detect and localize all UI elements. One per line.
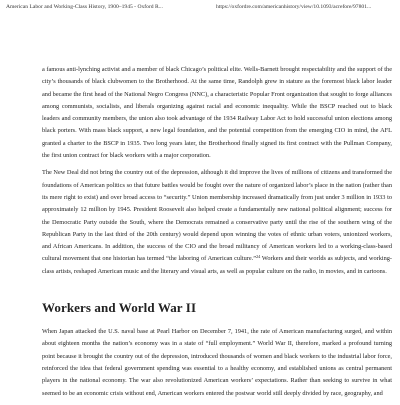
article-paragraph: a famous anti-lynching activist and a member of black Chicago’s political elite. Wells-Barnett brought respectability and the support of the city’s thousands of black clubwomen to the Brotherhood. At the same time, Randolph grew in stature as the foremost black labor leader and became the first head of the National Negro Congress (NNC), a characteristic Popular Front organization that sought to forge alliances among communists, socialists, and liberals organizing against racial and economic inequality. While the BSCP reached out to black leaders and community members, the union also took advantage of the 1934 Railway Labor Act to hold successful union elections among black porters. With mass black support, a new legal foundation, and the potential competition from the emerging CIO in mind, the AFL granted a charter to the BSCP in 1935. Two long years later, the Brotherhood finally signed its first contract with the Pullman Company, the first union contract for black workers with a major corporation. <box>42 66 392 160</box>
section-heading: Workers and World War II <box>42 300 197 316</box>
article-body <box>42 64 392 405</box>
page-url: https://oxfordre.com/americanhistory/view/10.1093/acrefore/97801... <box>216 4 372 10</box>
paragraph-text: The New Deal did not bring the country out of the depression, although it did improve the lives of millions of citizens and transformed the foundations of American politics so that future battles would be fought over the nature of organized labor’s place in the nation (rather than its mere right to exist) and over broad access to “security.” Union membership increased dramatically from just under 3 million in 1933 to approximately 12 million by 1945. President Roosevelt also helped create a fundamentally new national political alignment; success for the Democratic Party outside the South, where the Democrats remained a conservative party until the rise of the southern wing of the Republican Party in the last third of the 20th century) would depend upon winning the votes of ethnic urban voters, unionized workers, and African Americans. In addition, the success of the CIO and the broad militancy of American workers led to a working-class-based cultural movement that one historian has termed “the laboring of American culture.” <box>42 169 392 263</box>
print-header <box>0 0 400 14</box>
paragraph-text: Workers and their worlds as subjects, and working-class artists, reshaped American music and the literary and visual arts, as well as popular culture on the radio, in movies, and in cartoons. <box>42 255 392 275</box>
article-paragraph: When Japan attacked the U.S. naval base at Pearl Harbor on December 7, 1941, the rate of American manufacturing surged, and within about eighteen months the nation’s economy was in a state of “full employment.” World War II, therefore, marked a profound turning point because it brought the country out of the depression, introduced thousands of women and black workers to the industrial labor force, reinforced the idea that federal government spending was essential to a healthy economy, and established unions as central permanent players in the national economy. The war also revolutionized American workers’ expectations. Rather than seeking to survive in what seemed to be an economic crisis without end, American workers entered the postwar world still deeply divided by race, geography, and <box>42 328 392 397</box>
footnote-reference[interactable]: 24 <box>256 254 261 260</box>
article-paragraph <box>42 167 392 278</box>
page-title: American Labor and Working-Class History, 1900–1945 - Oxford R... <box>6 4 163 10</box>
